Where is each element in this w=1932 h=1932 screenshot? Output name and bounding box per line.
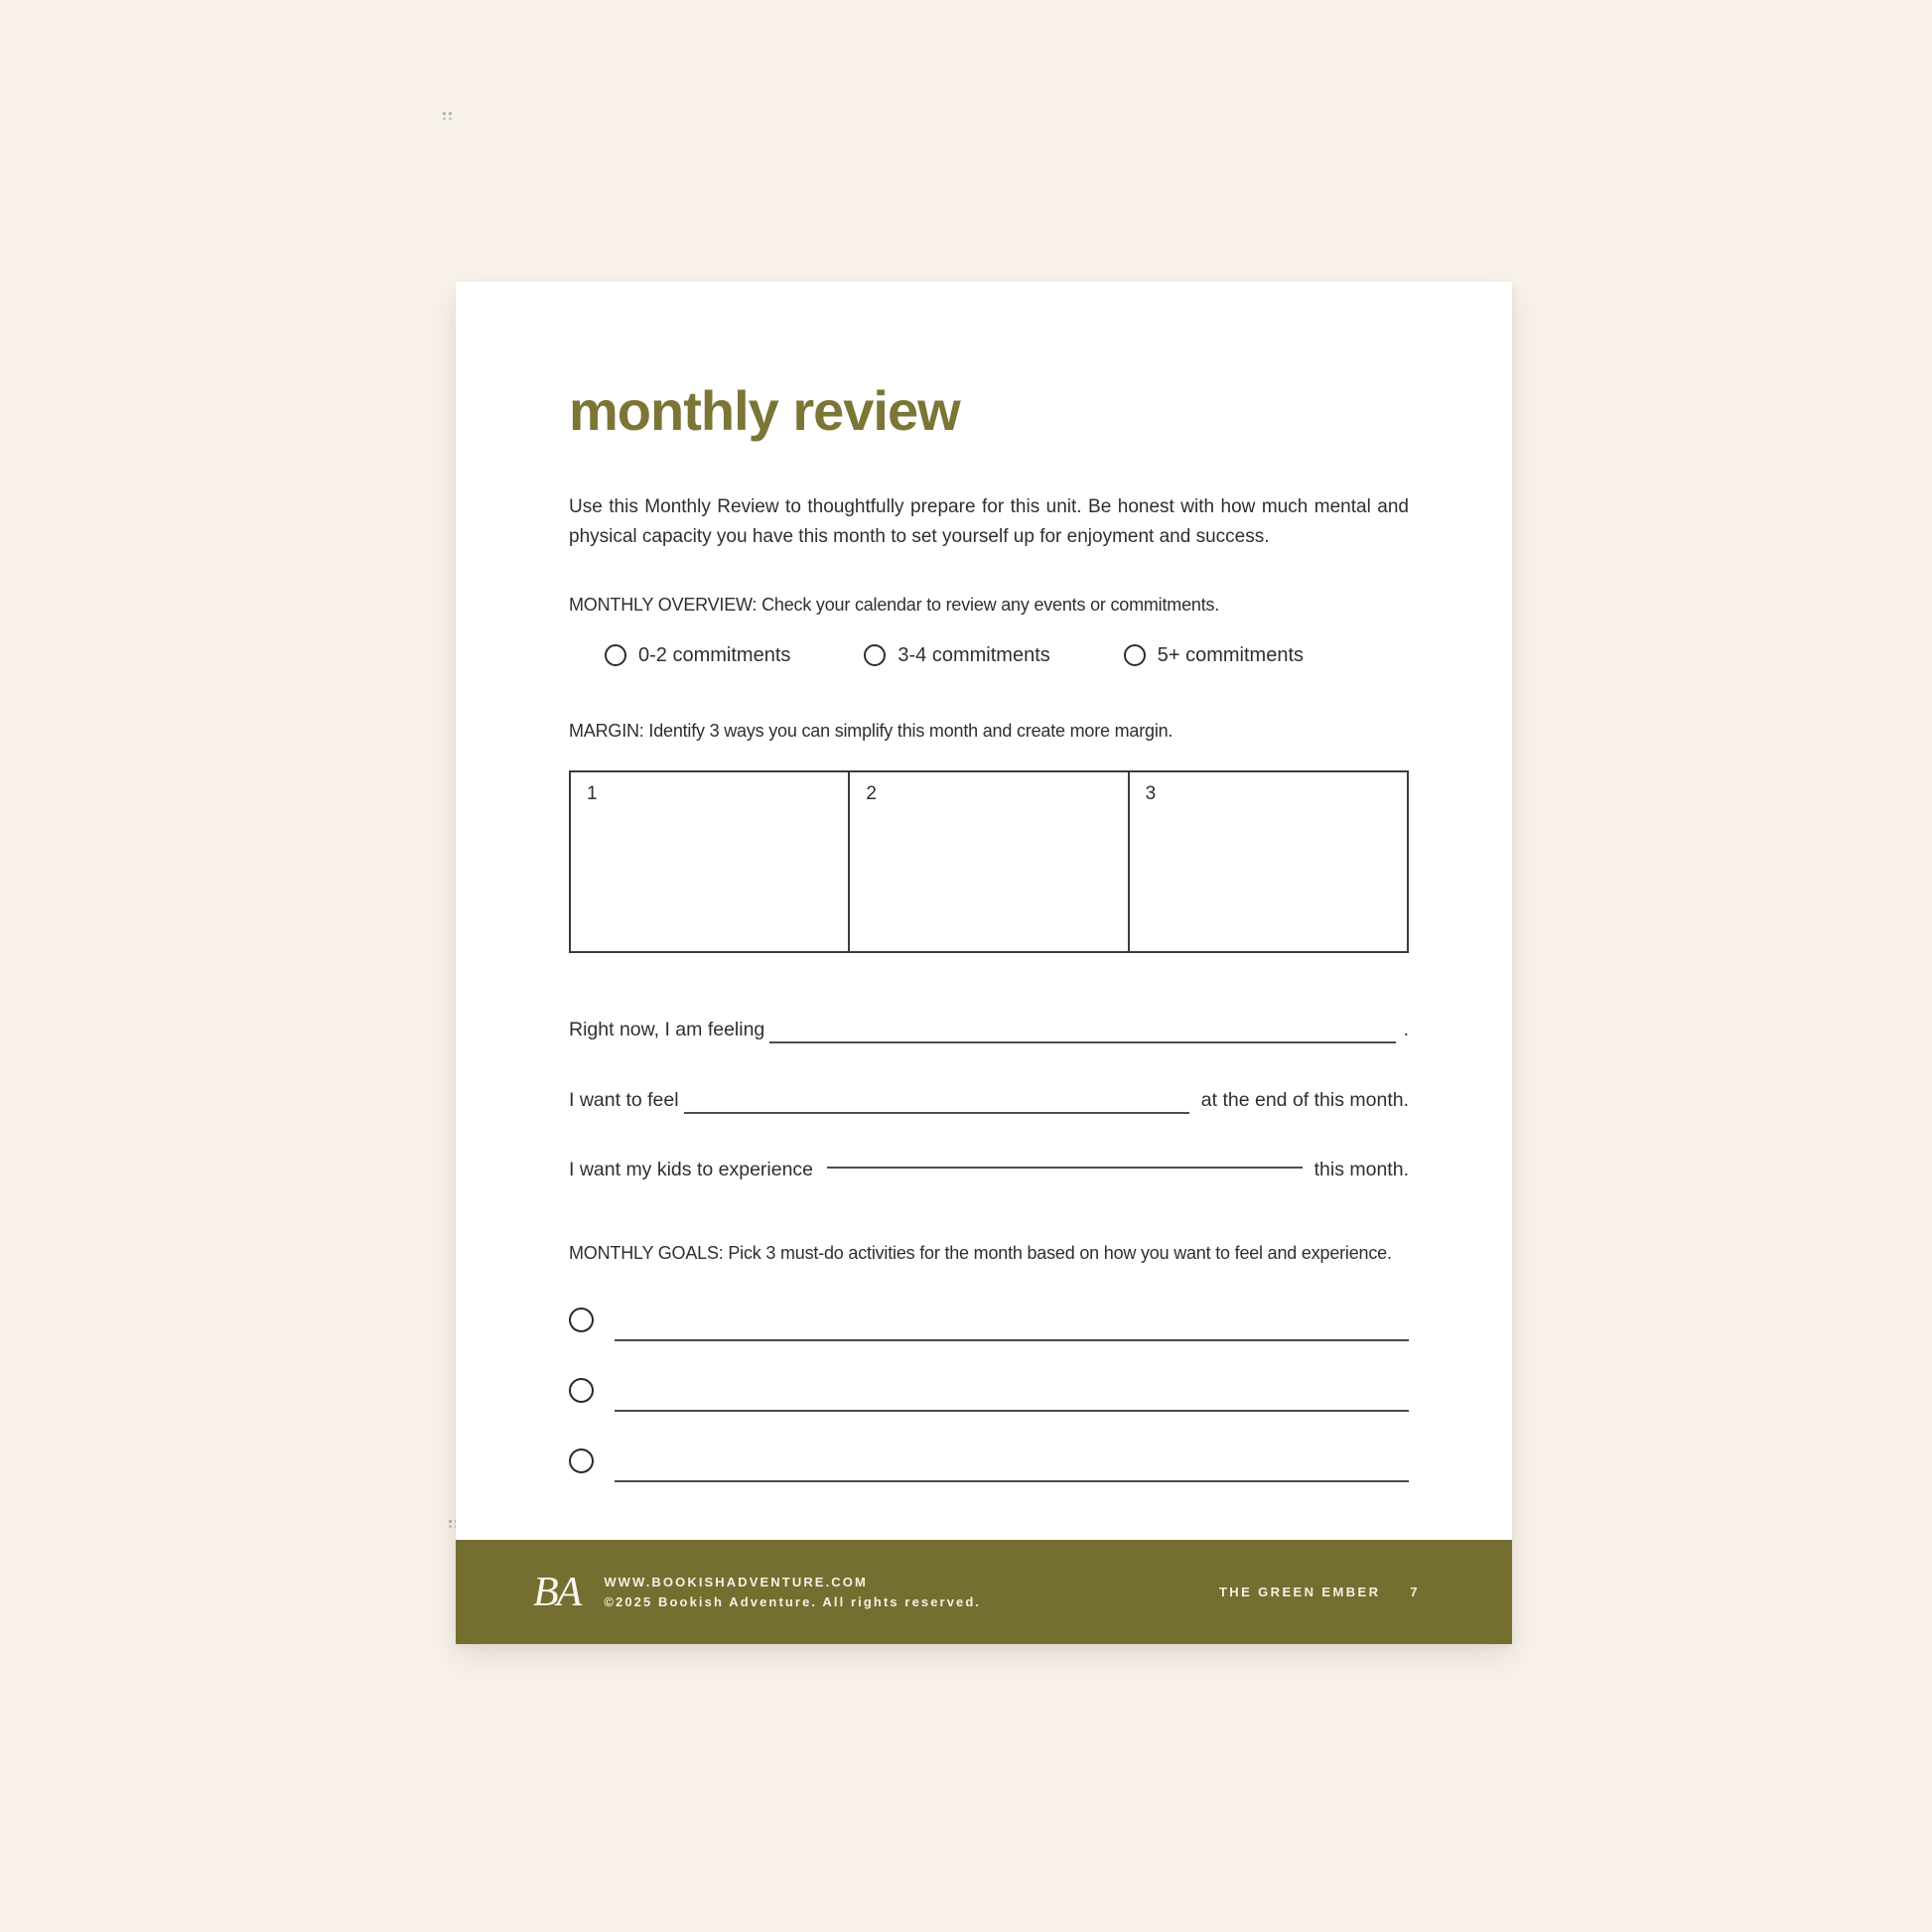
margin-cell-2[interactable] [850, 772, 1129, 951]
goal-checkbox-icon[interactable] [569, 1449, 594, 1473]
page-title: monthly review [569, 379, 960, 442]
scan-artifact-icon [443, 112, 446, 115]
radio-option-label: 3-4 commitments [897, 644, 1050, 666]
goal-checkbox-icon[interactable] [569, 1378, 594, 1403]
scan-artifact-icon [449, 1520, 452, 1523]
prompt-suffix: . [1403, 1019, 1409, 1040]
goal-fill-line[interactable] [615, 1339, 1409, 1341]
goal-checkbox-icon[interactable] [569, 1308, 594, 1332]
goal-fill-line[interactable] [615, 1480, 1409, 1482]
radio-option-5-plus-commitments[interactable] [1124, 644, 1304, 666]
goal-row-3 [569, 1449, 1409, 1519]
footer-page-block [1219, 1585, 1420, 1599]
commitments-options-row [569, 644, 1409, 666]
cell-number: 2 [866, 783, 877, 804]
goal-row-1 [569, 1308, 1409, 1378]
intro-paragraph: Use this Monthly Review to thoughtfully prepare for this unit. Be honest with how much mental and physical capacity you have this month to set yourself up for enjoyment and success. [569, 496, 1409, 547]
footer-page-number: 7 [1410, 1585, 1420, 1599]
monthly-goals-label: MONTHLY GOALS: Pick 3 must-do activities for the month based on how you want to feel and experience. [569, 1243, 1392, 1263]
fill-in-blank-line[interactable] [827, 1167, 1303, 1169]
page-content [456, 282, 1512, 1519]
prompt-row-want-to-feel [569, 1087, 1409, 1114]
prompt-suffix: this month. [1313, 1159, 1409, 1180]
monthly-overview-label: MONTHLY OVERVIEW: Check your calendar to review any events or commitments. [569, 595, 1220, 615]
footer-brand-block [533, 1569, 982, 1615]
prompt-label: I want to feel [569, 1089, 679, 1111]
ba-logo: BA [533, 1569, 581, 1615]
radio-button-icon[interactable] [605, 644, 626, 666]
margin-label: MARGIN: Identify 3 ways you can simplify this month and create more margin. [569, 721, 1173, 741]
radio-button-icon[interactable] [864, 644, 886, 666]
radio-option-label: 0-2 commitments [638, 644, 791, 666]
prompt-row-kids-experience [569, 1157, 1409, 1183]
fill-in-blank-line[interactable] [684, 1089, 1189, 1114]
footer-meta [604, 1575, 981, 1609]
radio-option-0-2-commitments[interactable] [605, 644, 790, 666]
cell-number: 1 [587, 783, 598, 804]
margin-cell-3[interactable] [1130, 772, 1407, 951]
goal-row-2 [569, 1378, 1409, 1449]
margin-cell-1[interactable] [571, 772, 850, 951]
prompt-label: Right now, I am feeling [569, 1019, 765, 1040]
prompt-label: I want my kids to experience [569, 1159, 814, 1180]
fill-in-blank-line[interactable] [769, 1019, 1395, 1043]
footer-copyright: ©2025 Bookish Adventure. All rights reserved. [604, 1594, 982, 1609]
radio-option-label: 5+ commitments [1157, 644, 1305, 666]
worksheet-page [456, 282, 1512, 1644]
radio-button-icon[interactable] [1124, 644, 1146, 666]
cell-number: 3 [1145, 783, 1157, 804]
prompt-suffix: at the end of this month. [1200, 1089, 1409, 1111]
radio-option-3-4-commitments[interactable] [864, 644, 1049, 666]
footer-website: WWW.BOOKISHADVENTURE.COM [604, 1575, 868, 1589]
goal-fill-line[interactable] [615, 1410, 1409, 1412]
prompt-row-feeling [569, 1017, 1409, 1043]
margin-table [569, 770, 1409, 953]
page-footer [456, 1540, 1512, 1644]
footer-book-title: THE GREEN EMBER [1218, 1585, 1381, 1599]
